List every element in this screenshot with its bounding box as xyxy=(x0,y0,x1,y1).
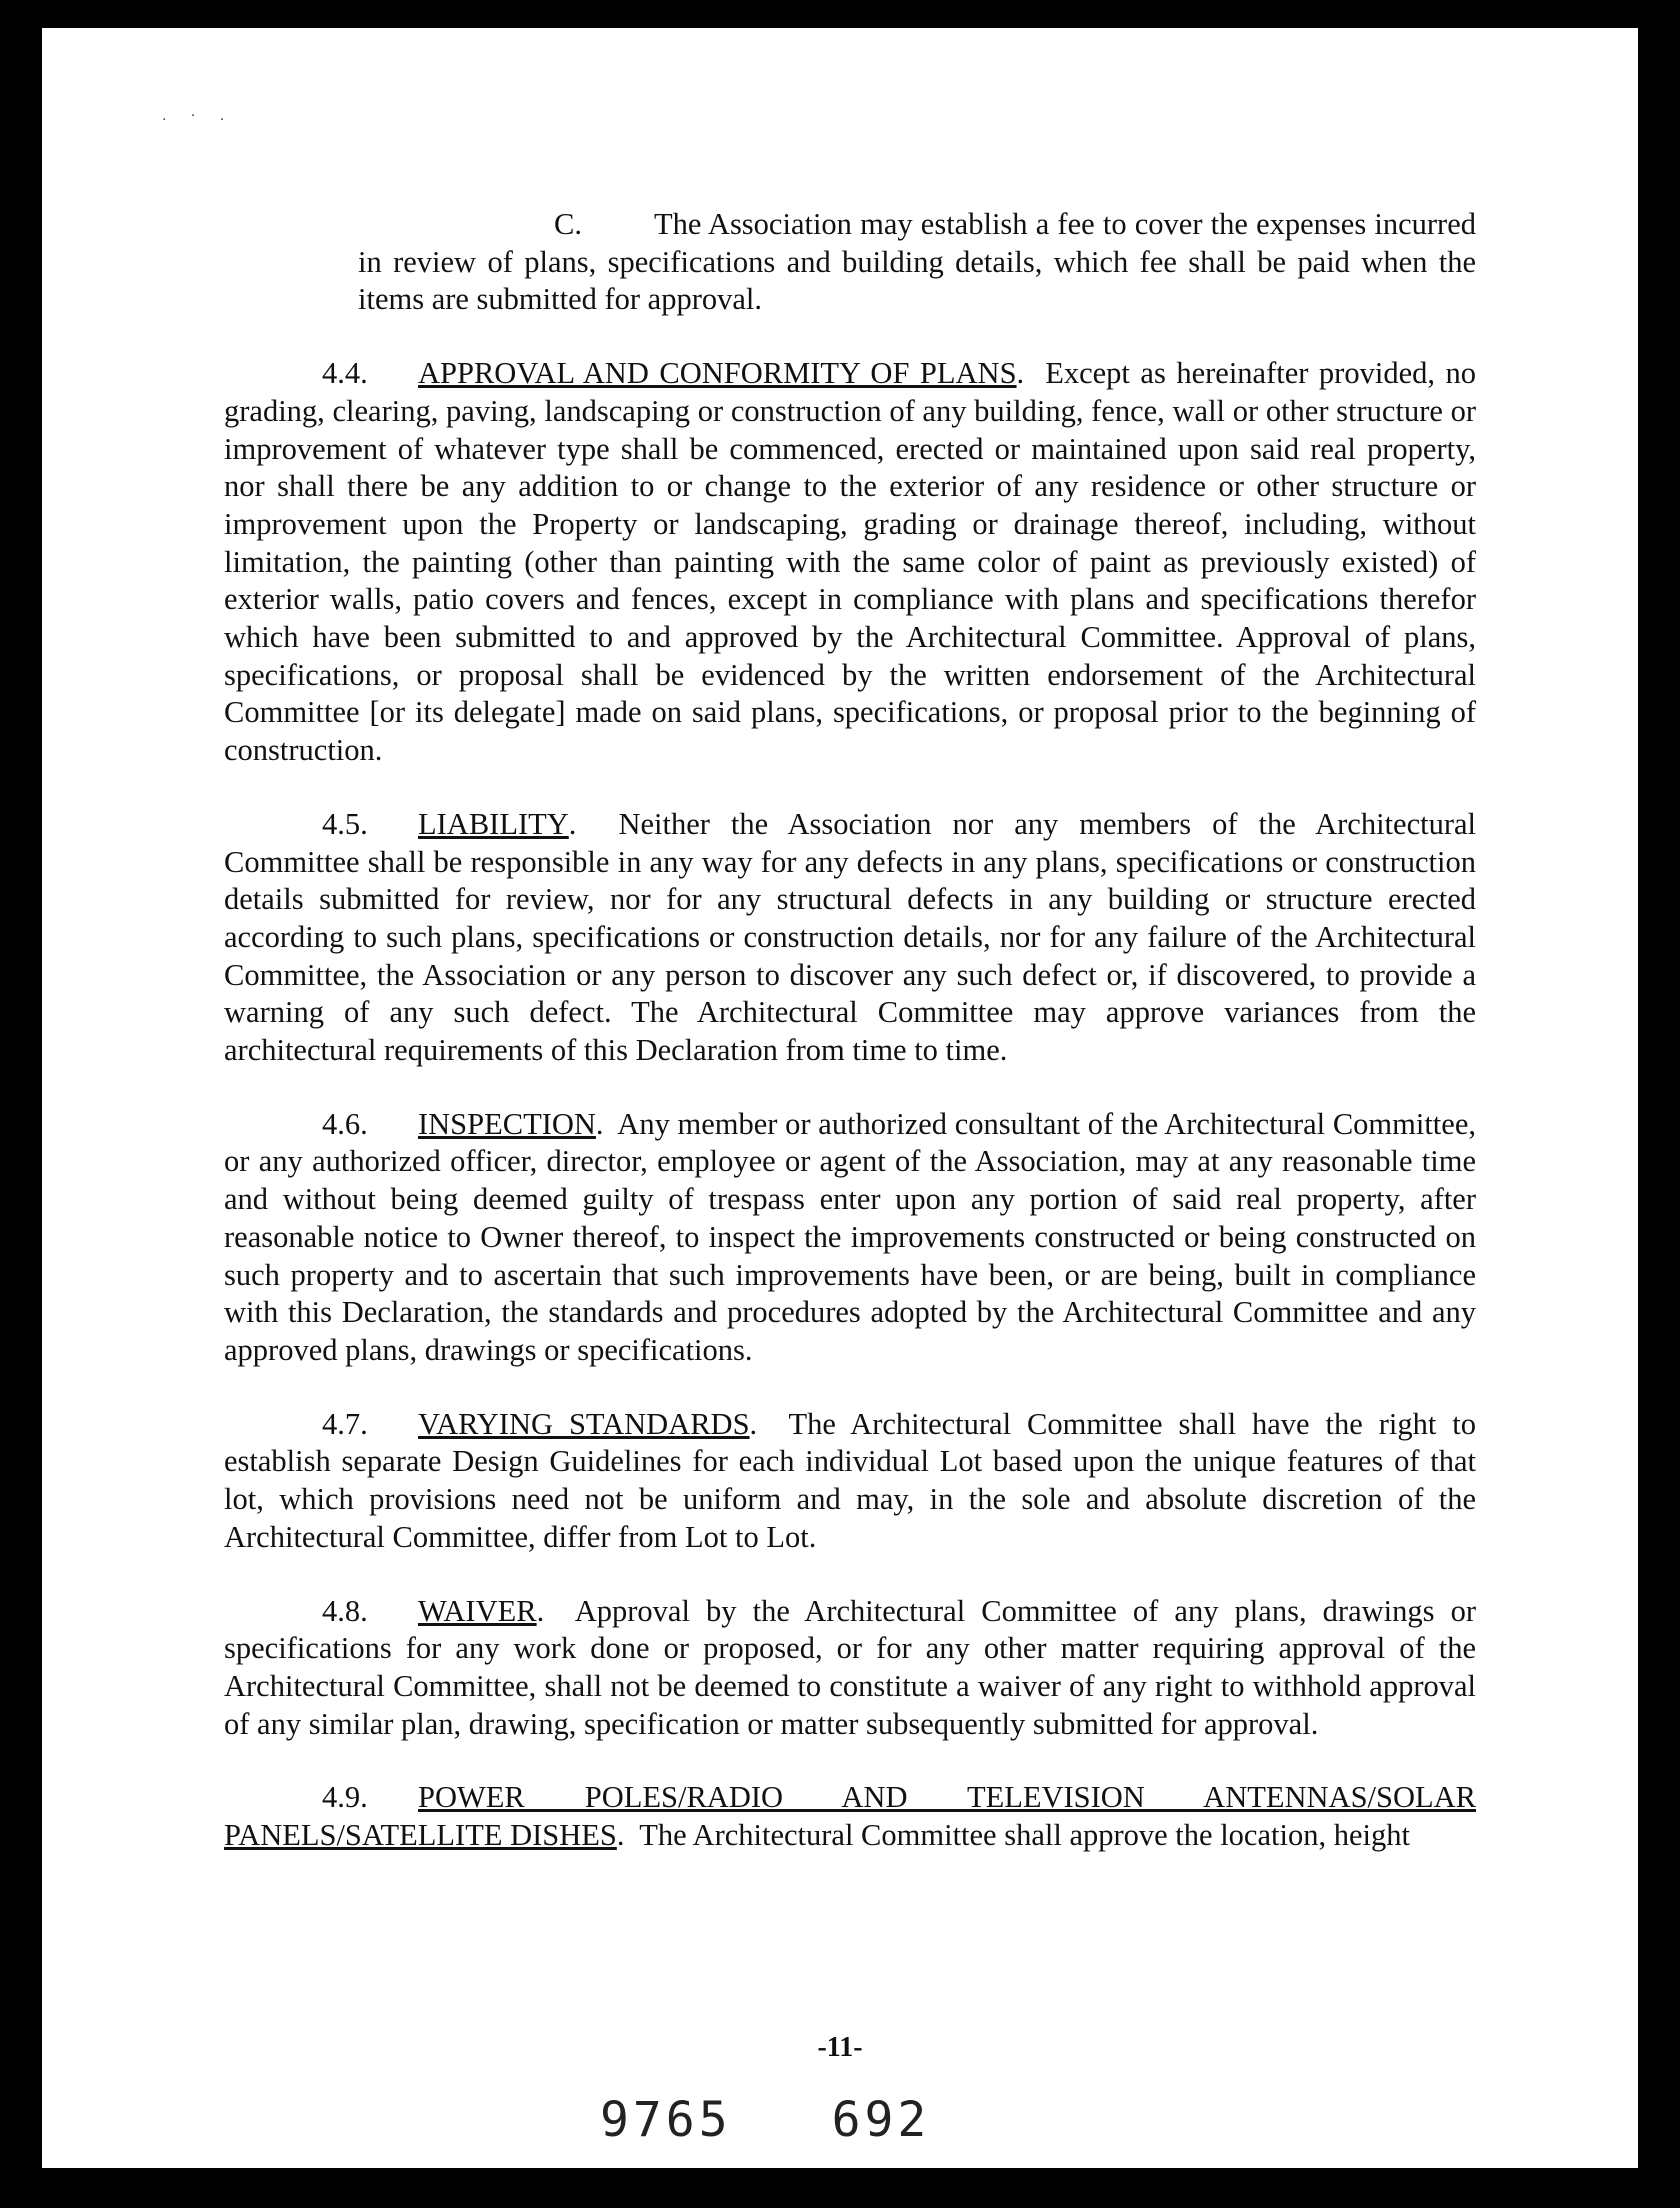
section-heading: INSPECTION xyxy=(418,1106,596,1141)
section-4-8: 4.8. WAIVER. Approval by the Architectural Committee of any plans, drawings or specifications for any work done or proposed, or for any other matter requiring approval of the Architectural Committee, shall not be deemed to constitute a waiver of any right to withhold approval of any similar plan, drawing, specification or matter subsequently submitted for approval. xyxy=(224,1593,1476,1741)
section-number: 4.9. xyxy=(322,1780,368,1815)
section-body: The Architectural Committee shall have the right to establish separate Design Guidelines for each individual Lot based upon the unique features of that lot, which provisions need not be uniform and may, in the sole and absolute discretion of the Architectural Committee, differ from Lot to Lot. xyxy=(224,1406,1476,1554)
stamp-left: 9765 xyxy=(600,2092,732,2148)
section-heading: WAIVER xyxy=(418,1593,537,1628)
section-number: 4.8. xyxy=(322,1593,368,1628)
section-heading: APPROVAL AND CONFORMITY OF PLANS xyxy=(418,356,1017,391)
section-heading: POWER POLES/RADIO AND TELEVISION ANTENNAS/SOLAR PANELS/SATELLITE DISHES xyxy=(224,1780,1476,1853)
section-4-4: 4.4. APPROVAL AND CONFORMITY OF PLANS. Except as hereinafter provided, no grading, clearing, paving, landscaping or construction of any building, fence, wall or other structure or improvement of whatever type shall be commenced, erected or maintained upon said real property, nor shall there be any addition to or change to the exterior of any residence or other structure or improvement upon the Property or landscaping, grading or drainage thereof, including, without limitation, the painting (other than painting with the same color of paint as previously existed) of exterior walls, patio covers and fences, except in compliance with plans and specifications therefor which have been submitted to and approved by the Architectural Committee. Approval of plans, specifications, or proposal shall be evidenced by the written endorsement of the Architectural Committee [or its delegate] made on said plans, specifications, or proposal prior to the beginning of construction. xyxy=(224,356,1476,768)
stamp-right: 692 xyxy=(831,2092,931,2148)
page-number: -11- xyxy=(817,2032,863,2063)
section-body: The Architectural Committee shall approve the location, height xyxy=(639,1818,1410,1853)
section-4-7: 4.7. VARYING STANDARDS. The Architectural Committee shall have the right to establish separate Design Guidelines for each individual Lot based upon the unique features of that lot, which provisions need not be uniform and may, in the sole and absolute discretion of the Architectural Committee, differ from Lot to Lot. xyxy=(224,1406,1476,1554)
document-stamp-number xyxy=(600,2092,930,2148)
section-body: Except as hereinafter provided, no grading, clearing, paving, landscaping or construction of any building, fence, wall or other structure or improvement of whatever type shall be commenced, erected or maintained upon said real property, nor shall there be any addition to or change to the exterior of any residence or other structure or improvement upon the Property or landscaping, grading or drainage thereof, including, without limitation, the painting (other than painting with the same color of paint as previously existed) of exterior walls, patio covers and fences, except in compliance with plans and specifications therefor which have been submitted to and approved by the Architectural Committee. Approval of plans, specifications, or proposal shall be evidenced by the written endorsement of the Architectural Committee [or its delegate] made on said plans, specifications, or proposal prior to the beginning of construction. xyxy=(224,356,1476,768)
section-4-9: 4.9. POWER POLES/RADIO AND TELEVISION ANTENNAS/SOLAR PANELS/SATELLITE DISHES. The Architectural Committee shall approve the location, height xyxy=(224,1780,1476,1853)
section-number: 4.7. xyxy=(322,1406,368,1441)
section-body: Any member or authorized consultant of the Architectural Committee, or any authorized officer, director, employee or agent of the Association, may at any reasonable time and without being deemed guilty of trespass enter upon any portion of said real property, after reasonable notice to Owner thereof, to inspect the improvements constructed or being constructed on such property and to ascertain that such improvements have been, or are being, built in compliance with this Declaration, the standards and procedures adopted by the Architectural Committee and any approved plans, drawings or specifications. xyxy=(224,1106,1476,1367)
paragraph-c-letter: C. xyxy=(554,207,582,241)
section-number: 4.6. xyxy=(322,1106,368,1141)
section-body: Approval by the Architectural Committee of any plans, drawings or specifications for any work done or proposed, or for any other matter requiring approval of the Architectural Committee, shall not be deemed to constitute a waiver of any right to withhold approval of any similar plan, drawing, specification or matter subsequently submitted for approval. xyxy=(224,1593,1476,1741)
section-number: 4.5. xyxy=(322,806,368,841)
section-heading: LIABILITY xyxy=(418,806,569,841)
section-heading: VARYING STANDARDS xyxy=(418,1406,750,1441)
document-body xyxy=(224,206,1476,1891)
section-number: 4.4. xyxy=(322,356,368,391)
paragraph-c-text: The Association may establish a fee to cover the expenses incurred in review of plans, specifications and building details, which fee shall be paid when the items are submitted for approval. xyxy=(358,207,1476,317)
scan-noise: . · . xyxy=(162,108,235,124)
section-body: Neither the Association nor any members of the Architectural Committee shall be responsible in any way for any defects in any plans, specifications or construction details submitted for review, nor for any structural defects in any building or structure erected according to such plans, specifications or construction details, nor for any failure of the Architectural Committee, the Association or any person to discover any such defect or, if discovered, to provide a warning of any such defect. The Architectural Committee may approve variances from the architectural requirements of this Declaration from time to time. xyxy=(224,806,1476,1068)
paragraph-c xyxy=(358,206,1476,319)
section-4-6: 4.6. INSPECTION. Any member or authorized consultant of the Architectural Committee, or any authorized officer, director, employee or agent of the Association, may at any reasonable time and without being deemed guilty of trespass enter upon any portion of said real property, after reasonable notice to Owner thereof, to inspect the improvements constructed or being constructed on such property and to ascertain that such improvements have been, or are being, built in compliance with this Declaration, the standards and procedures adopted by the Architectural Committee and any approved plans, drawings or specifications. xyxy=(224,1106,1476,1367)
section-4-5: 4.5. LIABILITY. Neither the Association nor any members of the Architectural Committee shall be responsible in any way for any defects in any plans, specifications or construction details submitted for review, nor for any structural defects in any building or structure erected according to such plans, specifications or construction details, nor for any failure of the Architectural Committee, the Association or any person to discover any such defect or, if discovered, to provide a warning of any such defect. The Architectural Committee may approve variances from the architectural requirements of this Declaration from time to time. xyxy=(224,806,1476,1068)
